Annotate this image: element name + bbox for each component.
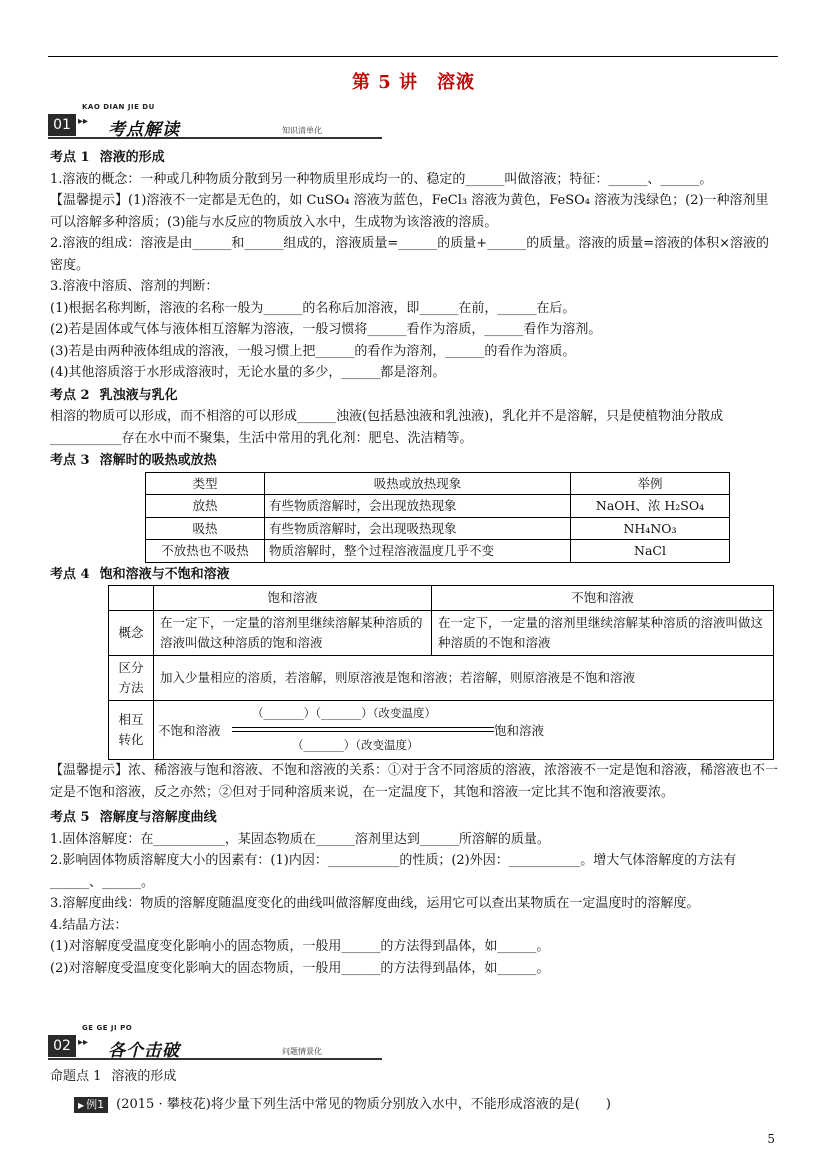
arrow-icon: ▸▸ bbox=[78, 1037, 89, 1048]
example-badge: ▶ 例1 bbox=[74, 1097, 108, 1113]
section-subtitle: 知识清单化 bbox=[282, 126, 322, 135]
kd5-line: (2)对溶解度受温度变化影响大的固态物质，一般用______的方法得到晶体，如______。 bbox=[50, 960, 550, 976]
page-number: 5 bbox=[767, 1132, 775, 1146]
conversion-diagram bbox=[154, 701, 773, 759]
kd5-heading: 考点 5 溶解度与溶解度曲线 bbox=[50, 810, 217, 825]
table-header: 不饱和溶液 bbox=[432, 586, 774, 611]
conversion-left: 不饱和溶液 bbox=[158, 723, 221, 738]
kd1-line: (3)若是由两种液体组成的溶液，一般习惯上把______的看作为溶剂，______的看作为溶质。 bbox=[50, 343, 576, 359]
kd1-line: (2)若是固体或气体与液体相互溶解为溶液，一般习惯将______看作为溶质，______看作为溶剂。 bbox=[50, 322, 602, 337]
conversion-cell bbox=[154, 701, 774, 760]
kd5-line: (1)对溶解度受温度变化影响小的固态物质，一般用______的方法得到晶体，如______。 bbox=[50, 939, 550, 954]
conversion-upper: （_______）（_______）（改变温度） bbox=[252, 706, 436, 720]
main-content bbox=[50, 146, 780, 979]
table-cell: NaCl bbox=[571, 540, 730, 563]
mt1-heading: 命题点 1 溶液的形成 bbox=[50, 1069, 177, 1084]
section-number: 02 bbox=[48, 1035, 76, 1057]
kd4-tip: 【温馨提示】浓、稀溶液与饱和溶液、不饱和溶液的关系：①对于含不同溶质的溶液，浓溶液不一定是饱和溶液，稀溶液也不一定是不饱和溶液，反之亦然；②但对于同种溶质来说，在一定温度下，其饱和溶液一定比其不饱和溶液要浓。 bbox=[50, 763, 779, 800]
kd1-line: 1.溶液的概念：一种或几种物质分散到另一种物质里形成均一的、稳定的______叫做溶液；特征：______、______。 bbox=[50, 171, 713, 187]
example-text: (2015 · 攀枝花)将少量下列生活中常见的物质分别放入水中，不能形成溶液的是( ) bbox=[116, 1096, 611, 1112]
section-pinyin: KAO DIAN JIE DU bbox=[82, 103, 155, 111]
table-row bbox=[109, 611, 774, 656]
equilibrium-arrow bbox=[232, 727, 494, 728]
row-label: 区分方法 bbox=[109, 656, 154, 701]
section-banner-02 bbox=[48, 1024, 382, 1064]
conversion-lower: （_______）（改变温度） bbox=[292, 738, 419, 752]
kd1-heading: 考点 1 溶液的形成 bbox=[50, 150, 165, 165]
table-cell: 在一定下，一定量的溶剂里继续溶解某种溶质的溶液叫做这种溶质的饱和溶液 bbox=[154, 611, 432, 656]
kd3-heading: 考点 3 溶解时的吸热或放热 bbox=[50, 453, 217, 468]
section-pinyin: GE GE JI PO bbox=[82, 1024, 133, 1032]
kd2-heading: 考点 2 乳浊液与乳化 bbox=[50, 387, 178, 403]
section-number: 01 bbox=[48, 114, 76, 136]
section-subtitle: 问题情景化 bbox=[282, 1047, 322, 1056]
section-name: 考点解读 bbox=[108, 120, 180, 140]
table-cell: 吸热 bbox=[146, 517, 265, 540]
section-02-content bbox=[50, 1066, 780, 1115]
section-name: 各个击破 bbox=[108, 1041, 180, 1061]
kd1-tip: 【温馨提示】(1)溶液不一定都是无色的，如 CuSO₄ 溶液为蓝色，FeCl₃ 溶液为黄色，FeSO₄ 溶液为浅绿色；(2)一种溶剂里可以溶解多种溶质；(3)能与水反应的物质放入水中，生成物为该溶液的溶质。 bbox=[50, 193, 769, 230]
header-rule bbox=[48, 56, 778, 57]
table-cell: 放热 bbox=[146, 495, 265, 518]
table-cell: 有些物质溶解时，会出现放热现象 bbox=[265, 495, 571, 518]
saturation-table bbox=[108, 585, 774, 760]
table-header-row bbox=[109, 586, 774, 611]
kd5-line: 1.固体溶解度：在___________，某固态物质在______溶剂里达到______所溶解的质量。 bbox=[50, 831, 550, 847]
table-row bbox=[109, 656, 774, 701]
equilibrium-arrow bbox=[232, 731, 494, 732]
kd2-text: 相溶的物质可以形成，而不相溶的可以形成______浊液(包括悬浊液和乳浊液)，乳化并不是溶解，只是使植物油分散成___________存在水中而不聚集，生活中常用的乳化剂：肥皂、洗洁精等。 bbox=[50, 409, 724, 446]
kd4-heading: 考点 4 饱和溶液与不饱和溶液 bbox=[50, 566, 230, 582]
table-header: 吸热或放热现象 bbox=[265, 472, 571, 495]
section-banner-01 bbox=[48, 103, 382, 143]
kd5-line: 2.影响固体物质溶解度大小的因素有：(1)内因：___________的性质；(2)外因：___________。增大气体溶解度的方法有______、______。 bbox=[50, 853, 737, 890]
table-cell bbox=[109, 586, 154, 611]
conversion-right: 饱和溶液 bbox=[494, 723, 545, 738]
kd1-line: (4)其他溶质溶于水形成溶液时，无论水量的多少，______都是溶剂。 bbox=[50, 365, 446, 380]
kd1-line: (1)根据名称判断，溶液的名称一般为______的名称后加溶液，即______在前，______在后。 bbox=[50, 300, 576, 316]
table-row bbox=[146, 540, 730, 563]
page-title: 第 5 讲 溶液 bbox=[351, 72, 476, 93]
table-header-row bbox=[146, 472, 730, 495]
kd1-line: 2.溶液的组成：溶液是由______和______组成的，溶液质量=______的质量+______的质量。溶液的质量=溶液的体积×溶液的密度。 bbox=[50, 236, 769, 273]
row-label: 相互转化 bbox=[109, 701, 154, 760]
table-cell: NaOH、浓 H₂SO₄ bbox=[571, 495, 730, 518]
kd1-line: 3.溶液中溶质、溶剂的判断： bbox=[50, 279, 219, 294]
example-1 bbox=[74, 1094, 780, 1116]
section-rule bbox=[48, 137, 382, 139]
table-cell: NH₄NO₃ bbox=[571, 517, 730, 540]
heat-table bbox=[145, 472, 730, 563]
table-row bbox=[109, 701, 774, 760]
table-cell: 加入少量相应的溶质，若溶解，则原溶液是饱和溶液；若溶解，则原溶液是不饱和溶液 bbox=[154, 656, 774, 701]
table-cell: 有些物质溶解时，会出现吸热现象 bbox=[265, 517, 571, 540]
table-header: 类型 bbox=[146, 472, 265, 495]
table-cell: 在一定下，一定量的溶剂里继续溶解某种溶质的溶液叫做这种溶质的不饱和溶液 bbox=[432, 611, 774, 656]
table-cell: 不放热也不吸热 bbox=[146, 540, 265, 563]
table-row bbox=[146, 517, 730, 540]
table-header: 举例 bbox=[571, 472, 730, 495]
row-label: 概念 bbox=[109, 611, 154, 656]
section-rule bbox=[48, 1058, 382, 1060]
table-cell: 物质溶解时，整个过程溶液温度几乎不变 bbox=[265, 540, 571, 563]
table-header: 饱和溶液 bbox=[154, 586, 432, 611]
kd5-line: 3.溶解度曲线：物质的溶解度随温度变化的曲线叫做溶解度曲线，运用它可以查出某物质在一定温度时的溶解度。 bbox=[50, 896, 700, 911]
table-row bbox=[146, 495, 730, 518]
arrow-icon: ▸▸ bbox=[78, 116, 89, 127]
kd5-line: 4.结晶方法： bbox=[50, 917, 128, 933]
